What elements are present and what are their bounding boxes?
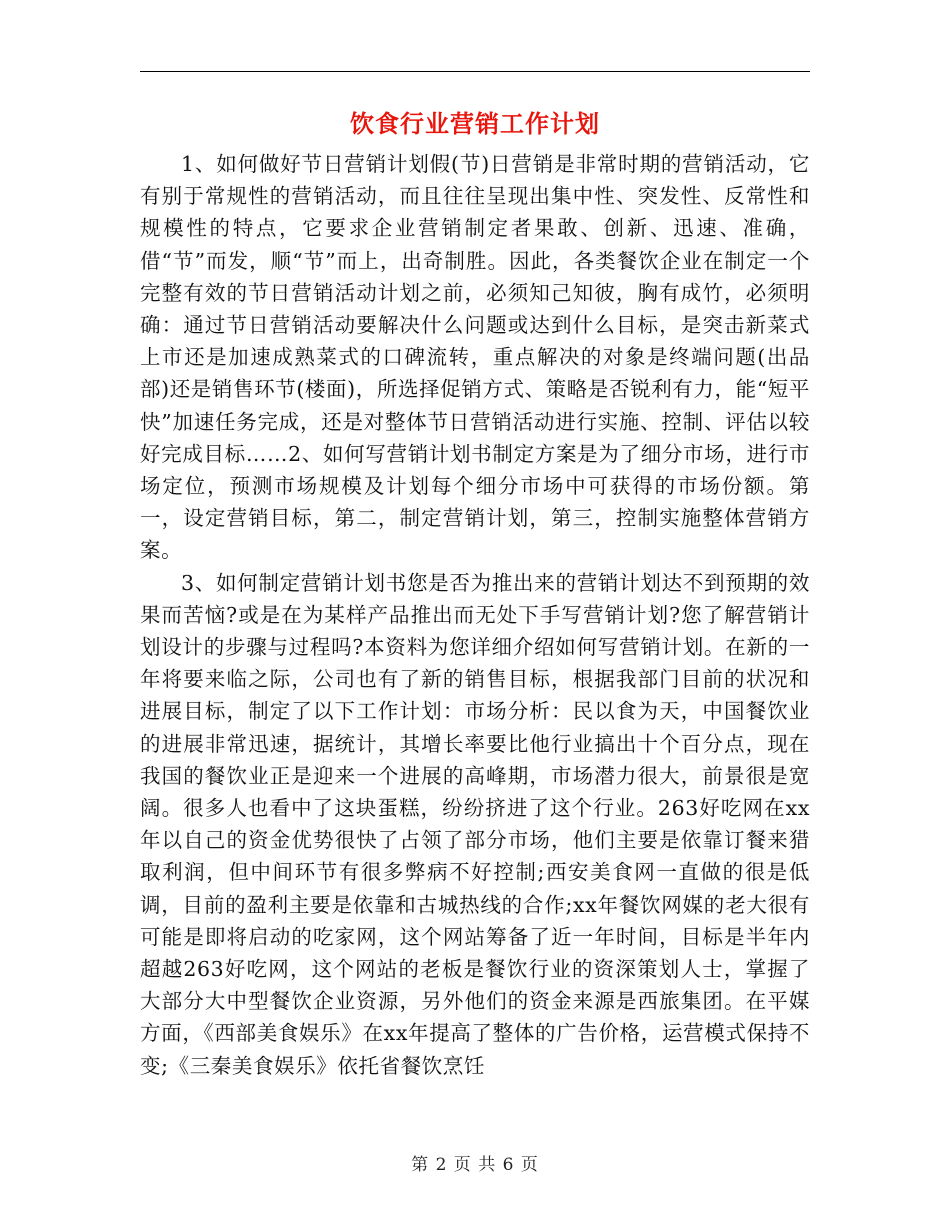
paragraph-2: 3、如何制定营销计划书您是否为推出来的营销计划达不到预期的效果而苦恼?或是在为某样产品推出而无处下手写营销计划?您了解营销计划设计的步骤与过程吗?本资料为您详细介绍如何写营销计划。在新的一年将要来临之际，公司也有了新的销售目标，根据我部门目前的状况和进展目标，制定了以下工作计划：市场分析：民以食为天，中国餐饮业的进展非常迅速，据统计，其增长率要比他行业搞出十个百分点，现在我国的餐饮业正是迎来一个进展的高峰期，市场潜力很大，前景很是宽阔。很多人也看中了这块蛋糕，纷纷挤进了这个行业。263好吃网在xx年以自己的资金优势很快了占领了部分市场，他们主要是依靠订餐来猎取利润，但中间环节有很多弊病不好控制;西安美食网一直做的很是低调，目前的盈利主要是依靠和古城热线的合作;xx年餐饮网媒的老大很有可能是即将启动的吃家网，这个网站筹备了近一年时间，目标是半年内超越263好吃网，这个网站的老板是餐饮行业的资深策划人士，掌握了大部分大中型餐饮企业资源，另外他们的资金来源是西旅集团。在平媒方面，《西部美食娱乐》在xx年提高了整体的广告价格，运营模式保持不变;《三秦美食娱乐》依托省餐饮烹饪 [140,570,810,1078]
page-number-footer: 第 2 页 共 6 页 [411,1155,539,1175]
document-title: 饮食行业营销工作计划 [350,109,600,138]
document-body [140,148,810,1082]
header-rule [140,71,810,72]
paragraph-1: 1、如何做好节日营销计划假(节)日营销是非常时期的营销活动，它有别于常规性的营销活动，而且往往呈现出集中性、突发性、反常性和规模性的特点，它要求企业营销制定者果敢、创新、迅速、准确，借“节”而发，顺“节”而上，出奇制胜。因此，各类餐饮企业在制定一个完整有效的节日营销活动计划之前，必须知己知彼，胸有成竹，必须明确：通过节日营销活动要解决什么问题或达到什么目标，是突击新菜式上市还是加速成熟菜式的口碑流转，重点解决的对象是终端问题(出品部)还是销售环节(楼面)，所选择促销方式、策略是否锐利有力，能“短平快”加速任务完成，还是对整体节日营销活动进行实施、控制、评估以较好完成目标……2、如何写营销计划书制定方案是为了细分市场，进行市场定位，预测市场规模及计划每个细分市场中可获得的市场份额。第一，设定营销目标，第二，制定营销计划，第三，控制实施整体营销方案。 [140,152,810,563]
